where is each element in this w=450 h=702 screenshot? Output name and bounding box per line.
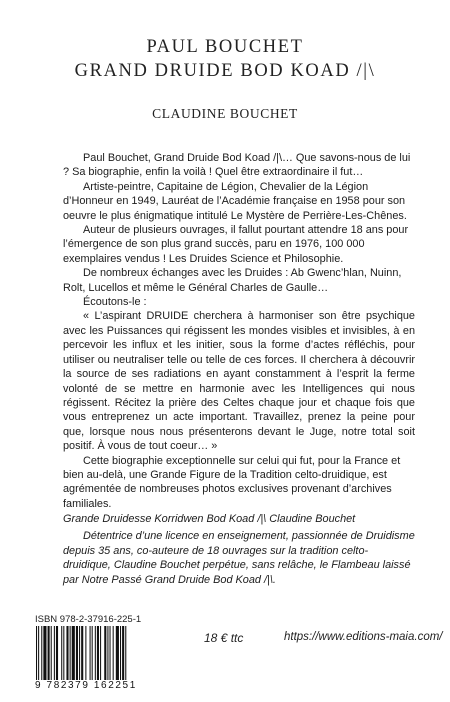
barcode-bar (120, 626, 121, 682)
barcode-bar (81, 626, 83, 682)
author-bio: Détentrice d’une licence en enseignement, passionnée de Druidisme depuis 35 ans, co-auteure de 18 ouvrages sur la tradition celto-druidique, Claudine Bouchet perpétue, sans relâche, le Flambeau laissé par Notre Passé Grand Druide Bod Koad /|\. (63, 530, 415, 586)
paragraph-exchanges: De nombreux échanges avec les Druides : Ab Gwenc’hlan, Nuinn, Rolt, Lucellos et même le Général Charles de Gaulle… (63, 267, 402, 294)
barcode-digits: 9 782379 162251 (35, 680, 170, 691)
paragraph-works: Auteur de plusieurs ouvrages, il fallut pourtant attendre 18 ans pour l’émergence de son plus grand succès, paru en 1976, 100 000 exemplaires vendus ! Les Druides Science et Philosophie. (63, 224, 409, 265)
author-note (63, 512, 415, 587)
barcode-bar (122, 626, 124, 682)
barcode-bar (36, 626, 37, 682)
barcode-bar (76, 626, 78, 682)
barcode-bar (51, 626, 52, 682)
barcode-bar (56, 626, 58, 682)
paragraph-listen: Écoutons-le : (83, 296, 147, 309)
back-cover-text (63, 151, 415, 511)
price: 18 € ttc (204, 631, 244, 645)
barcode-bar (54, 626, 55, 682)
author-signature: Grande Druidesse Korridwen Bod Koad /|\ Claudine Bouchet (63, 513, 356, 525)
paragraph-summary: Cette biographie exceptionnelle sur celui qui fut, pour la France et bien au-delà, une Grande Figure de la Tradition celto-druidique, est agrémentée de nombreuses photos exclusives provenant d’archives familiales. (63, 454, 401, 510)
isbn: ISBN 978-2-37916-225-1 (35, 614, 142, 625)
barcode-bar (48, 626, 50, 682)
barcode-bar (110, 626, 111, 682)
barcode-bar (43, 626, 46, 682)
paragraph-career: Artiste-peintre, Capitaine de Légion, Chevalier de la Légion d’Honneur en 1949, Lauréat de l’Académie française en 1958 pour son oeuvre le plus énigmatique intitulé Le Mystère de Perrière-Les-Chênes. (63, 180, 407, 222)
barcode-bar (79, 626, 80, 682)
book-title: PAUL BOUCHET (146, 37, 304, 57)
barcode-bar (95, 626, 96, 682)
book-subtitle: GRAND DRUIDE BOD KOAD /|\ (74, 61, 376, 81)
barcode-bar (97, 626, 99, 682)
barcode-bar (70, 626, 71, 682)
barcode-bar (41, 626, 42, 682)
barcode-bar (38, 626, 39, 682)
druid-quote: « L’aspirant DRUIDE cherchera à harmoniser son être psychique avec les Puissances qui régissent les mondes visibles et invisibles, à en percevoir les influx et les initier, sous la forme d’actes réfléchis, pour utiliser ou neutraliser telle ou telle de ces forces. Il cherchera à découvrir la source de ses radiations en ayant constamment à l’esprit la ferme volonté de se mettre en harmonie avec les Intelligences qui nous régissent. Récitez la prière des Celtes chaque jour et chaque fois que vous entreprenez un acte important. Travaillez, prenez la peine pour que, lorsque nous nous présenterons devant le Juge, notre total soit positif. À vous de tout coeur… » (63, 310, 415, 453)
barcode-bar (66, 626, 68, 682)
barcode-bar (72, 626, 75, 682)
barcode-bar (63, 626, 64, 682)
barcode-bar (113, 626, 114, 682)
barcode-bar (104, 626, 106, 682)
barcode-bar (107, 626, 108, 682)
barcode-bar (90, 626, 91, 682)
barcode-bar (92, 626, 93, 682)
barcode (35, 626, 170, 682)
barcode-bar (100, 626, 101, 682)
barcode-bar (85, 626, 86, 682)
barcode-bar (116, 626, 119, 682)
barcode-bar (61, 626, 62, 682)
author-name: CLAUDINE BOUCHET (152, 106, 298, 121)
paragraph-intro: Paul Bouchet, Grand Druide Bod Koad /|\… Que savons-nous de lui ? Sa biographie, enfin la voilà ! Quel être extraordinaire il fut… (63, 152, 411, 179)
barcode-bar (125, 626, 126, 682)
publisher-url: https://www.editions-maia.com/ (284, 631, 443, 643)
